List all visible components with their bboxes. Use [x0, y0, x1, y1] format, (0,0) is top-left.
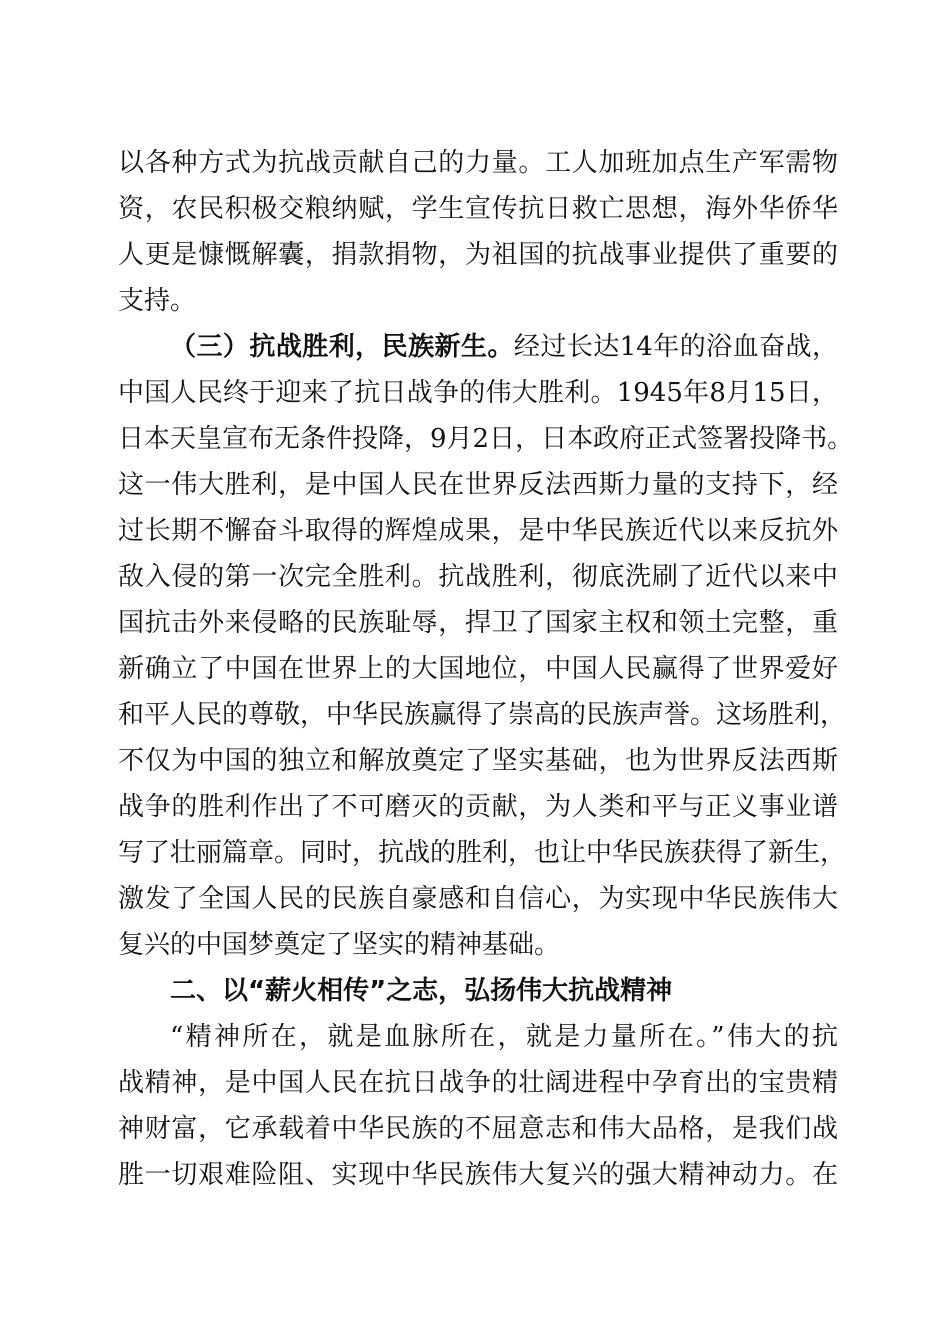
- paragraph-2-line-13: 激发了全国人民的民族自豪感和自信心，为实现中华民族伟大: [118, 884, 838, 914]
- section-heading: 二、以“薪火相传”之志，弘扬伟大抗战精神: [170, 976, 673, 1006]
- subsection-heading: （三）抗战胜利，民族新生。: [170, 332, 514, 362]
- paragraph-3-line-3: 神财富，它承载着中华民族的不屈意志和伟大品格，是我们战: [118, 1114, 838, 1144]
- paragraph-2-line-4: 这一伟大胜利，是中国人民在世界反法西斯力量的支持下，经: [118, 470, 838, 500]
- paragraph-3-line-1: “精神所在，就是血脉所在，就是力量所在。”伟大的抗: [170, 1022, 838, 1052]
- paragraph-1-line-4: 支持。: [118, 286, 197, 316]
- paragraph-2-line-2: 中国人民终于迎来了抗日战争的伟大胜利。1945年8月15日，: [118, 378, 838, 408]
- paragraph-3-line-4: 胜一切艰难险阻、实现中华民族伟大复兴的强大精神动力。在: [118, 1160, 838, 1190]
- paragraph-2-line-10: 不仅为中国的独立和解放奠定了坚实基础，也为世界反法西斯: [118, 746, 838, 776]
- paragraph-2-line-3: 日本天皇宣布无条件投降，9月2日，日本政府正式签署投降书。: [118, 424, 854, 454]
- paragraph-2-line-14: 复兴的中国梦奠定了坚实的精神基础。: [118, 930, 561, 960]
- paragraph-2-line-1: [170, 327, 838, 367]
- paragraph-2-line-6: 敌入侵的第一次完全胜利。抗战胜利，彻底洗刷了近代以来中: [118, 562, 838, 592]
- paragraph-2-line-1-text: 经过长达14年的浴血奋战，: [513, 332, 838, 362]
- paragraph-1-line-1: 以各种方式为抗战贡献自己的力量。工人加班加点生产军需物: [118, 148, 838, 178]
- paragraph-2-line-9: 和平人民的尊敬，中华民族赢得了崇高的民族声誉。这场胜利，: [118, 700, 847, 730]
- paragraph-2-line-12: 写了壮丽篇章。同时，抗战的胜利，也让中华民族获得了新生，: [118, 838, 847, 868]
- paragraph-2-line-8: 新确立了中国在世界上的大国地位，中国人民赢得了世界爱好: [118, 654, 838, 684]
- paragraph-2-line-7: 国抗击外来侵略的民族耻辱，捍卫了国家主权和领土完整，重: [118, 608, 838, 638]
- paragraph-1-line-2: 资，农民积极交粮纳赋，学生宣传抗日救亡思想，海外华侨华: [118, 194, 838, 224]
- paragraph-3-line-2: 战精神，是中国人民在抗日战争的壮阔进程中孕育出的宝贵精: [118, 1068, 838, 1098]
- paragraph-2-line-11: 战争的胜利作出了不可磨灭的贡献，为人类和平与正义事业谱: [118, 792, 838, 822]
- paragraph-1-line-3: 人更是慷慨解囊，捐款捐物，为祖国的抗战事业提供了重要的: [118, 240, 838, 270]
- paragraph-2-line-5: 过长期不懈奋斗取得的辉煌成果，是中华民族近代以来反抗外: [118, 516, 838, 546]
